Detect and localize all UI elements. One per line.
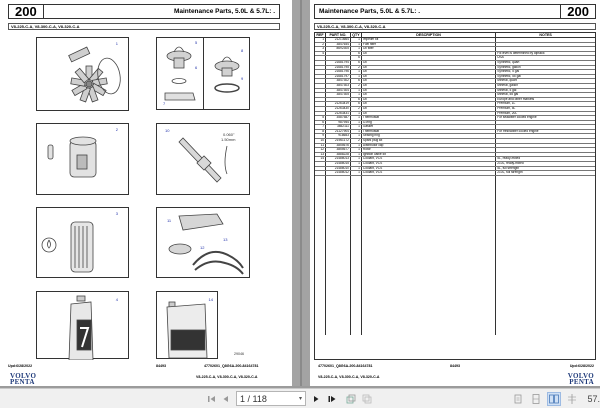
empty-cell <box>496 331 596 335</box>
page-header <box>8 4 280 19</box>
volvo-penta-logo <box>568 373 594 385</box>
prev-page-button[interactable] <box>220 391 232 407</box>
logo-line2: PENTA <box>569 378 594 386</box>
col-part-no: PART NO. <box>325 33 350 38</box>
impeller-icon <box>37 38 130 112</box>
description-cell: Sealing ring <box>361 134 495 139</box>
part-no-cell: 21263419 <box>325 102 350 107</box>
qty-cell: 2 <box>350 65 361 70</box>
qty-cell: 2 <box>350 83 361 88</box>
notes-cell: Synthetic, gallon <box>496 65 596 70</box>
empty-row <box>315 331 596 335</box>
qty-cell: 1 <box>350 125 361 130</box>
footer-models: V8-225-C-A, V8-300-C-A, V8-320-C-A <box>318 375 380 379</box>
prev-page-icon <box>222 395 230 403</box>
description-cell: Distributor cap <box>361 143 495 148</box>
illustration-fuel-filter <box>36 123 129 195</box>
zoom-level[interactable]: 57. <box>587 393 600 404</box>
description-cell: Thermostat <box>361 129 495 134</box>
qty-cell: 1 <box>350 166 361 171</box>
ref-cell: 1 <box>315 38 326 43</box>
qty-cell: 1 <box>350 74 361 79</box>
footer-doc-id: 47702601_Q8G6A-200-84164781 <box>204 364 259 368</box>
description-cell: Coolant, VCS <box>361 157 495 162</box>
qty-cell: 1 <box>350 120 361 125</box>
empty-cell <box>350 331 361 335</box>
description-cell: Oil <box>361 111 495 116</box>
first-page-icon <box>208 395 216 403</box>
page-title: Maintenance Parts, 5.0L & 5.7L: . <box>173 8 275 15</box>
part-no-cell: 3855677 <box>325 148 350 153</box>
callout: 2 <box>115 127 118 132</box>
ref-cell: 8 <box>315 129 326 134</box>
callout: 9 <box>241 76 244 81</box>
qty-cell: 1 <box>350 148 361 153</box>
qty-cell: 6 <box>350 97 361 102</box>
part-no-cell: 21263430 <box>325 106 350 111</box>
logo-line1: VOLVO <box>567 372 594 380</box>
part-no-cell: 3847303 <box>325 83 350 88</box>
part-no-cell: 21681794 <box>325 60 350 65</box>
notes-cell: Synthetic, quart <box>496 60 596 65</box>
part-no-cell: 8692305 <box>325 47 350 52</box>
qty-cell: 2 <box>350 106 361 111</box>
page-title: Maintenance Parts, 5.0L & 5.7L: . <box>319 8 421 15</box>
section-number: 200 <box>560 5 595 18</box>
illustration-thermostats <box>156 37 250 110</box>
description-cell: Coolant, VCS <box>361 171 495 176</box>
qty-cell: 6 <box>350 60 361 65</box>
description-cell: Oil <box>361 51 495 56</box>
callout: 10 <box>165 128 170 133</box>
two-page-continuous-button[interactable] <box>565 392 579 406</box>
part-no-cell: 3888228 <box>325 152 350 157</box>
single-page-view-button[interactable] <box>511 392 525 406</box>
callout: 6 <box>195 65 198 70</box>
copy-page-icon <box>346 394 356 404</box>
part-no-cell: 3587587 <box>325 116 350 121</box>
description-cell: Oil <box>361 65 495 70</box>
footer-models: V8-225-C-A, V8-300-C-A, V8-320-C-A <box>196 375 258 379</box>
part-no-cell: 3852111 <box>325 125 350 130</box>
description-cell: Oil <box>361 79 495 84</box>
part-no-cell: 21486013 <box>325 157 350 162</box>
qty-cell: 1 <box>350 70 361 75</box>
callout: 7 <box>163 101 166 106</box>
ref-cell: 4 <box>315 51 326 56</box>
last-page-button[interactable] <box>326 391 338 407</box>
col-description: DESCRIPTION <box>361 33 495 38</box>
gap-label: 0.060" <box>223 132 235 137</box>
ref-cell: 9 <box>315 134 326 139</box>
description-cell: Fuel filter <box>361 42 495 47</box>
part-no-cell: 21213664 <box>325 38 350 43</box>
callout: 4 <box>115 297 118 302</box>
ref-cell: 14 <box>315 157 326 162</box>
notes-cell: For freshwater cooled engine <box>496 129 596 134</box>
description-cell: Coolant, VCS <box>361 166 495 171</box>
models-bar: V8-225-C-A, V8-300-C-A, V8-320-C-A <box>314 23 596 30</box>
part-no-cell: 21486012 <box>325 171 350 176</box>
notes-cell: 5L, ready-mixed <box>496 157 596 162</box>
next-page-button[interactable] <box>310 391 322 407</box>
notes-cell: 210L, full strength <box>496 171 596 176</box>
notes-cell: Mineral, 55 gal <box>496 93 596 98</box>
first-page-button[interactable] <box>206 391 218 407</box>
notes-cell: Synthetic, 55 gal <box>496 74 596 79</box>
footer-page-code: 84493 <box>156 364 166 368</box>
illustration-coolant <box>156 291 218 359</box>
notes-cell: USA <box>496 56 596 61</box>
logo-line1: VOLVO <box>10 372 37 380</box>
illustration-engine-oil <box>36 291 129 359</box>
single-page-icon <box>514 394 522 404</box>
notes-cell: 5L, full strength <box>496 166 596 171</box>
ref-cell: 7 <box>315 125 326 130</box>
notes-cell: For seawater cooled engine <box>496 116 596 121</box>
description-cell: Oil <box>361 88 495 93</box>
callout: 14 <box>208 297 213 302</box>
callout: 3 <box>115 211 118 216</box>
part-no-cell: 3847644 <box>325 42 350 47</box>
ref-cell: 5 <box>315 116 326 121</box>
description-cell: Spark plug kit <box>361 139 495 144</box>
qty-cell: 1 <box>350 152 361 157</box>
qty-cell: 6 <box>350 51 361 56</box>
notes-cell: Mineral, quart <box>496 79 596 84</box>
copy-page-button[interactable] <box>344 391 358 407</box>
ref-cell: 10 <box>315 139 326 144</box>
two-page-view-button[interactable] <box>547 392 561 406</box>
spark-plug-icon <box>157 124 251 196</box>
empty-cell <box>315 331 326 335</box>
callout: 5 <box>195 40 198 45</box>
description-cell: Ignition cable kit <box>361 152 495 157</box>
description-cell: Oil <box>361 97 495 102</box>
description-cell: O-ring <box>361 120 495 125</box>
description-cell: Rotor <box>361 148 495 153</box>
page-right <box>310 0 600 386</box>
description-cell: Oil <box>361 60 495 65</box>
page-left <box>0 0 292 386</box>
description-cell: Oil filter <box>361 47 495 52</box>
footer-page-code: 84493 <box>450 364 460 368</box>
section-number: 200 <box>9 5 44 18</box>
description-cell: Gasket <box>361 125 495 130</box>
qty-cell: 1 <box>350 116 361 121</box>
parts-table <box>314 32 596 335</box>
illustration-impeller-kit <box>36 37 129 111</box>
qty-cell: 1 <box>350 162 361 167</box>
page-number-value: 1 / 118 <box>240 393 267 404</box>
notes-cell: Synthetic, 5 gal <box>496 70 596 75</box>
paste-page-icon <box>362 394 372 404</box>
page-number-input[interactable] <box>236 391 306 406</box>
part-no-cell: 21263431 <box>325 111 350 116</box>
callout: 11 <box>167 218 172 223</box>
notes-cell: Europe and other markets <box>496 97 596 102</box>
oil-bottle-icon <box>37 292 130 360</box>
qty-cell: 1 <box>350 143 361 148</box>
paste-page-button[interactable] <box>360 391 374 407</box>
qty-cell: 1 <box>350 42 361 47</box>
qty-cell: 1 <box>350 134 361 139</box>
ref-cell: 11 <box>315 143 326 148</box>
part-no-cell: 3847302 <box>325 79 350 84</box>
col-qty: QTY <box>352 33 360 37</box>
part-no-cell: 21681797 <box>325 74 350 79</box>
illustration-oil-filter <box>36 207 129 278</box>
qty-cell: 1 <box>350 88 361 93</box>
part-no-cell: 21681796 <box>325 70 350 75</box>
footer-date: Upd:6/28/2022 <box>8 364 33 368</box>
continuous-view-button[interactable] <box>529 392 543 406</box>
continuous-page-icon <box>532 394 540 404</box>
qty-cell: 1 <box>350 47 361 52</box>
notes-cell: Premium, 20L <box>496 111 596 116</box>
notes-cell: Mineral, gallon <box>496 83 596 88</box>
coolant-can-icon <box>157 292 219 360</box>
qty-cell: 1 <box>350 111 361 116</box>
page-header <box>314 4 596 19</box>
notes-cell: Premium, 1L <box>496 102 596 107</box>
qty-cell: 6 <box>350 56 361 61</box>
ref-cell: 3 <box>315 47 326 52</box>
part-no-cell: 3847304 <box>325 88 350 93</box>
description-cell: Oil <box>361 83 495 88</box>
empty-cell <box>325 331 350 335</box>
qty-cell: 6 <box>350 102 361 107</box>
thermostat-icon <box>157 38 251 111</box>
ref-cell: 6 <box>315 120 326 125</box>
qty-cell: 2 <box>350 139 361 144</box>
ref-cell: 2 <box>315 42 326 47</box>
last-page-icon <box>328 395 337 403</box>
part-no-cell: 918653 <box>325 134 350 139</box>
chevron-down-icon[interactable]: ▾ <box>298 396 302 402</box>
part-no-cell: 3847305 <box>325 93 350 98</box>
next-page-icon <box>312 395 320 403</box>
illustration-spark-plug <box>156 123 250 195</box>
qty-cell: 1 <box>350 171 361 176</box>
two-page-icon <box>549 394 559 404</box>
page-divider <box>300 0 302 386</box>
callout: 1 <box>115 41 118 46</box>
qty-cell: 6 <box>350 79 361 84</box>
part-no-cell: 21681795 <box>325 65 350 70</box>
col-notes: NOTES <box>496 33 596 38</box>
description-cell: Oil <box>361 93 495 98</box>
part-no-cell: 3855676 <box>325 143 350 148</box>
oil-filter-icon <box>37 208 130 279</box>
footer-doc-id: 47702601_Q8G6A-200-84164781 <box>318 364 373 368</box>
description-cell: Oil <box>361 106 495 111</box>
ref-cell: 12 <box>315 148 326 153</box>
notes-cell: 210L, ready-mixed <box>496 162 596 167</box>
gap-label: 1.50mm <box>221 137 236 142</box>
callout: 12 <box>200 245 205 250</box>
figure-id: 29046 <box>234 352 244 356</box>
qty-cell: 1 <box>350 38 361 43</box>
part-no-cell: 987944 <box>325 120 350 125</box>
qty-cell: 1 <box>350 129 361 134</box>
callout: 13 <box>223 237 228 242</box>
description-cell: Impeller kit <box>361 38 495 43</box>
callout: 8 <box>241 48 244 53</box>
part-no-cell: 21127904 <box>325 129 350 134</box>
qty-cell: 1 <box>350 93 361 98</box>
part-no-cell: 21961172 <box>325 139 350 144</box>
description-cell: Oil <box>361 70 495 75</box>
notes-cell: Fill level is determined by dipstick <box>496 51 596 56</box>
description-cell: Oil <box>361 74 495 79</box>
models-bar: V8-225-C-A, V8-300-C-A, V8-320-C-A <box>8 23 280 30</box>
description-cell: Oil <box>361 102 495 107</box>
volvo-penta-logo <box>10 373 36 385</box>
two-page-continuous-icon <box>567 394 577 404</box>
qty-cell: 1 <box>350 157 361 162</box>
ref-cell: 13 <box>315 152 326 157</box>
part-no-cell: 21486010 <box>325 166 350 171</box>
description-cell: Coolant, VCS <box>361 162 495 167</box>
part-no-cell: 21486015 <box>325 162 350 167</box>
description-cell: Thermostat <box>361 116 495 121</box>
illustration-ignition-parts <box>156 207 250 278</box>
col-ref: REF <box>316 33 324 37</box>
bottom-toolbar <box>0 388 600 408</box>
fuel-filter-icon <box>37 124 130 196</box>
notes-cell: Mineral, 5 gal <box>496 88 596 93</box>
empty-cell <box>361 331 495 335</box>
notes-cell: Premium, 5L <box>496 106 596 111</box>
footer-date: Upd:6/28/2022 <box>569 364 594 368</box>
logo-line2: PENTA <box>10 378 35 386</box>
